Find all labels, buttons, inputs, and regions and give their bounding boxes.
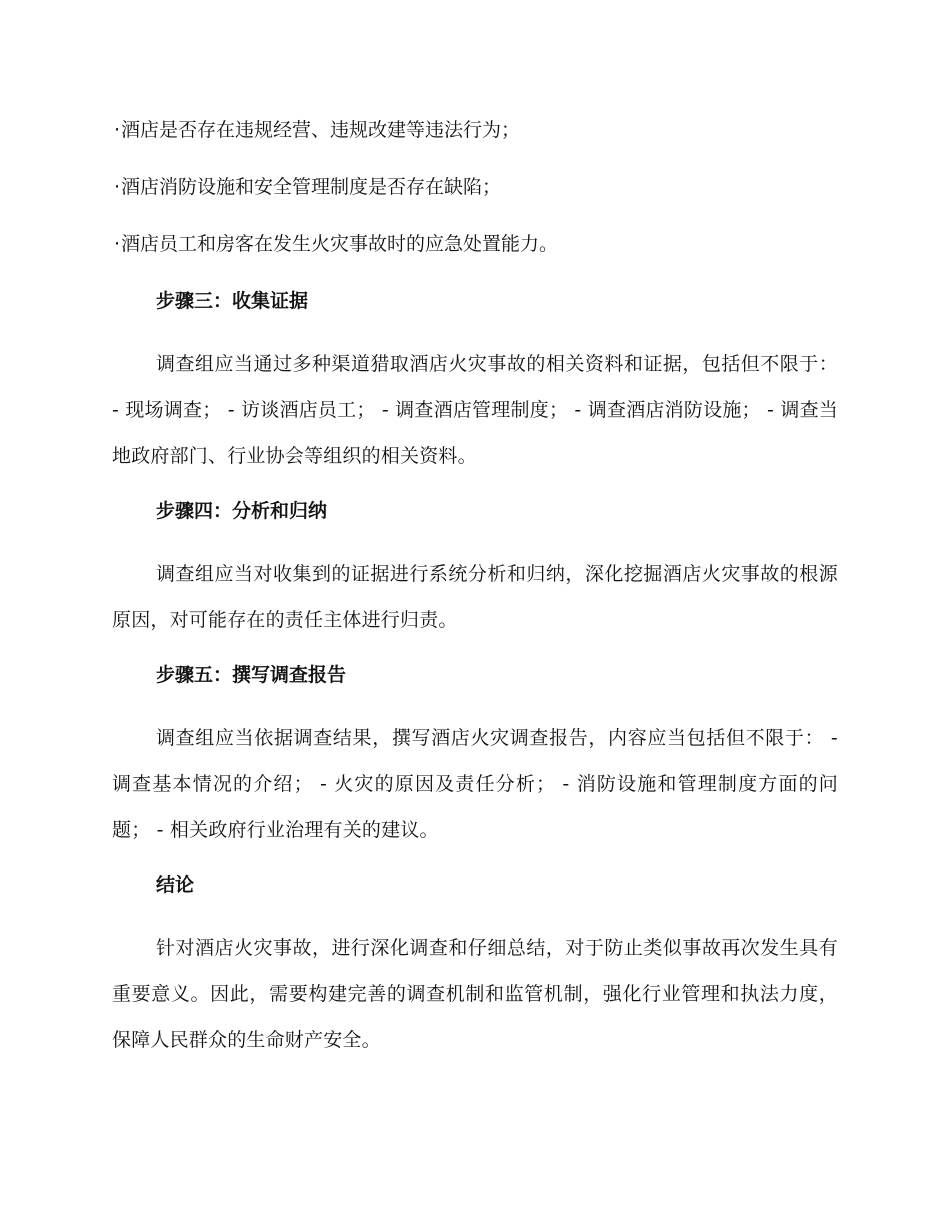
section-heading-step4: 步骤四：分析和归纳 (156, 500, 328, 522)
section-body-step4: 调查组应当对收集到的证据进行系统分析和归纳，深化挖掘酒店火灾事故的根源原因，对可能存在的责任主体进行归责。 (112, 563, 838, 631)
bullet-item (114, 171, 838, 203)
section-body-step5: 调查组应当依据调查结果，撰写酒店火灾调查报告，内容应当包括但不限于： - 调查基本情况的介绍； - 火灾的原因及责任分析； - 消防设施和管理制度方面的问题； - 相关政府行业治理有关的建议。 (112, 727, 838, 841)
bullet-item (114, 114, 838, 146)
bullet-symbol: · (114, 119, 121, 141)
bullet-symbol: · (114, 233, 121, 255)
bullet-text: 酒店员工和房客在发生火灾事故时的应急处置能力。 (121, 233, 559, 255)
section-heading-step3: 步骤三：收集证据 (156, 290, 309, 312)
bullet-text: 酒店是否存在违规经营、违规改建等违法行为； (121, 119, 521, 141)
section-body-step3: 调查组应当通过多种渠道猎取酒店火灾事故的相关资料和证据，包括但不限于： - 现场调查； - 访谈酒店员工； - 调查酒店管理制度； - 调查酒店消防设施； - 调查当地政府部门、行业协会等组织的相关资料。 (112, 353, 838, 467)
section-heading-conclusion: 结论 (156, 874, 195, 896)
bullet-symbol: · (114, 176, 121, 198)
section-body-conclusion: 针对酒店火灾事故，进行深化调查和仔细总结，对于防止类似事故再次发生具有重要意义。因此，需要构建完善的调查机制和监管机制，强化行业管理和执法力度，保障人民群众的生命财产安全。 (112, 937, 838, 1051)
bullet-item (114, 228, 838, 260)
section-heading-step5: 步骤五：撰写调查报告 (156, 664, 347, 686)
bullet-text: 酒店消防设施和安全管理制度是否存在缺陷； (121, 176, 502, 198)
